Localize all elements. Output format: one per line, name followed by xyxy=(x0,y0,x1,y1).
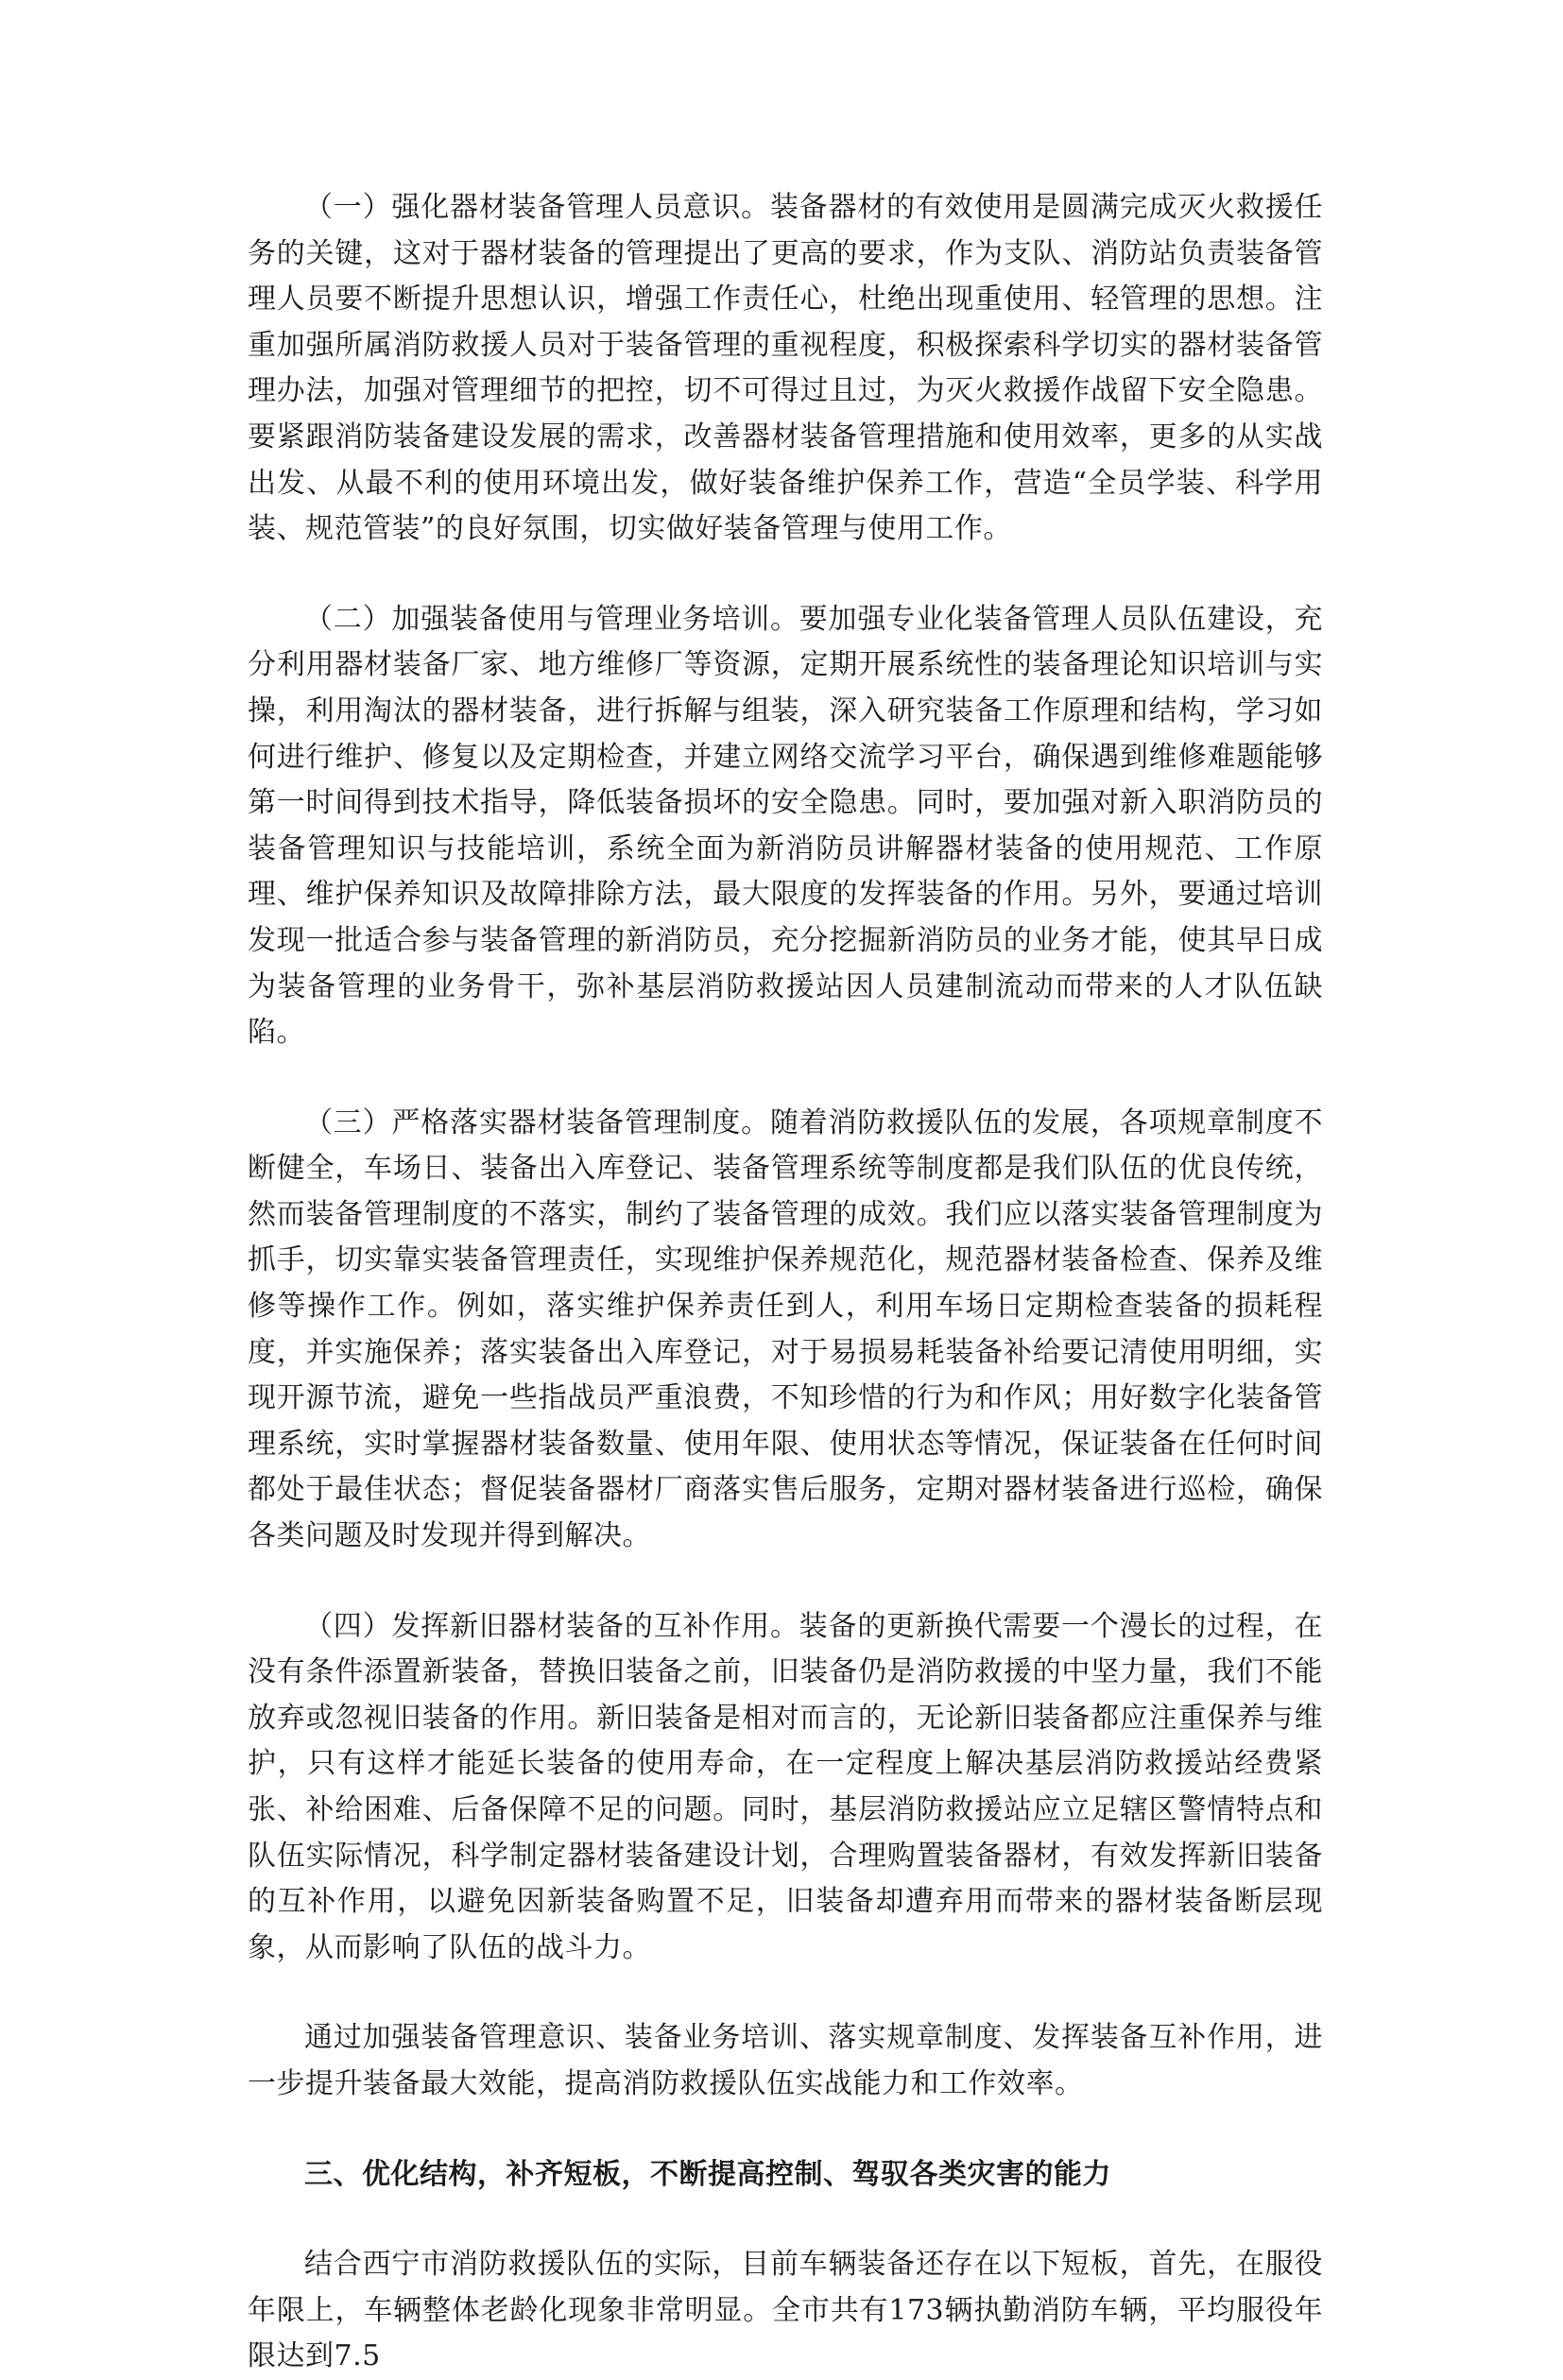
section-heading: 三、优化结构，补齐短板，不断提高控制、驾驭各类灾害的能力 xyxy=(304,2157,1111,2191)
paragraph-equipment-awareness: （一）强化器材装备管理人员意识。装备器材的有效使用是圆满完成灭火救援任务的关键，这对于器材装备的管理提出了更高的要求，作为支队、消防站负责装备管理人员要不断提升思想认识，增强工作责任心，杜绝出现重使用、轻管理的思想。注重加强所属消防救援人员对于装备管理的重视程度，积极探索科学切实的器材装备管理办法，加强对管理细节的把控，切不可得过且过，为灭火救援作战留下安全隐患。要紧跟消防装备建设发展的需求，改善器材装备管理措施和使用效率，更多的从实战出发、从最不利的使用环境出发，做好装备维护保养工作，营造“全员学装、科学用装、规范管装”的良好氛围，切实做好装备管理与使用工作。 xyxy=(248,191,1323,546)
paragraph-old-new-complement: （四）发挥新旧器材装备的互补作用。装备的更新换代需要一个漫长的过程，在没有条件添置新装备，替换旧装备之前，旧装备仍是消防救援的中坚力量，我们不能放弃或忽视旧装备的作用。新旧装备是相对而言的，无论新旧装备都应注重保养与维护，只有这样才能延长装备的使用寿命，在一定程度上解决基层消防救援站经费紧张、补给困难、后备保障不足的问题。同时，基层消防救援站应立足辖区警情特点和队伍实际情况，科学制定器材装备建设计划，合理购置装备器材，有效发挥新旧装备的互补作用，以避免因新装备购置不足，旧装备却遭弃用而带来的器材装备断层现象，从而影响了队伍的战斗力。 xyxy=(248,1609,1323,1964)
paragraph-vehicle-shortcomings: 结合西宁市消防救援队伍的实际，目前车辆装备还存在以下短板，首先，在服役年限上，车辆整体老龄化现象非常明显。全市共有173辆执勤消防车辆，平均服役年限达到7.5 xyxy=(248,2248,1323,2373)
paragraph-management-system: （三）严格落实器材装备管理制度。随着消防救援队伍的发展，各项规章制度不断健全，车场日、装备出入库登记、装备管理系统等制度都是我们队伍的优良传统，然而装备管理制度的不落实，制约了装备管理的成效。我们应以落实装备管理制度为抓手，切实靠实装备管理责任，实现维护保养规范化，规范器材装备检查、保养及维修等操作工作。例如，落实维护保养责任到人，利用车场日定期检查装备的损耗程度，并实施保养；落实装备出入库登记，对于易损易耗装备补给要记清使用明细，实现开源节流，避免一些指战员严重浪费，不知珍惜的行为和作风；用好数字化装备管理系统，实时掌握器材装备数量、使用年限、使用状态等情况，保证装备在任何时间都处于最佳状态；督促装备器材厂商落实售后服务，定期对器材装备进行巡检，确保各类问题及时发现并得到解决。 xyxy=(248,1105,1323,1553)
document-page xyxy=(248,185,1323,2380)
paragraph-summary: 通过加强装备管理意识、装备业务培训、落实规章制度、发挥装备互补作用，进一步提升装备最大效能，提高消防救援队伍实战能力和工作效率。 xyxy=(248,2021,1323,2100)
paragraph-training: （二）加强装备使用与管理业务培训。要加强专业化装备管理人员队伍建设，充分利用器材装备厂家、地方维修厂等资源，定期开展系统性的装备理论知识培训与实操，利用淘汰的器材装备，进行拆解与组装，深入研究装备工作原理和结构，学习如何进行维护、修复以及定期检查，并建立网络交流学习平台，确保遇到维修难题能够第一时间得到技术指导，降低装备损坏的安全隐患。同时，要加强对新入职消防员的装备管理知识与技能培训，系统全面为新消防员讲解器材装备的使用规范、工作原理、维护保养知识及故障排除方法，最大限度的发挥装备的作用。另外，要通过培训发现一批适合参与装备管理的新消防员，充分挖掘新消防员的业务才能，使其早日成为装备管理的业务骨干，弥补基层消防救援站因人员建制流动而带来的人才队伍缺陷。 xyxy=(248,602,1323,1050)
